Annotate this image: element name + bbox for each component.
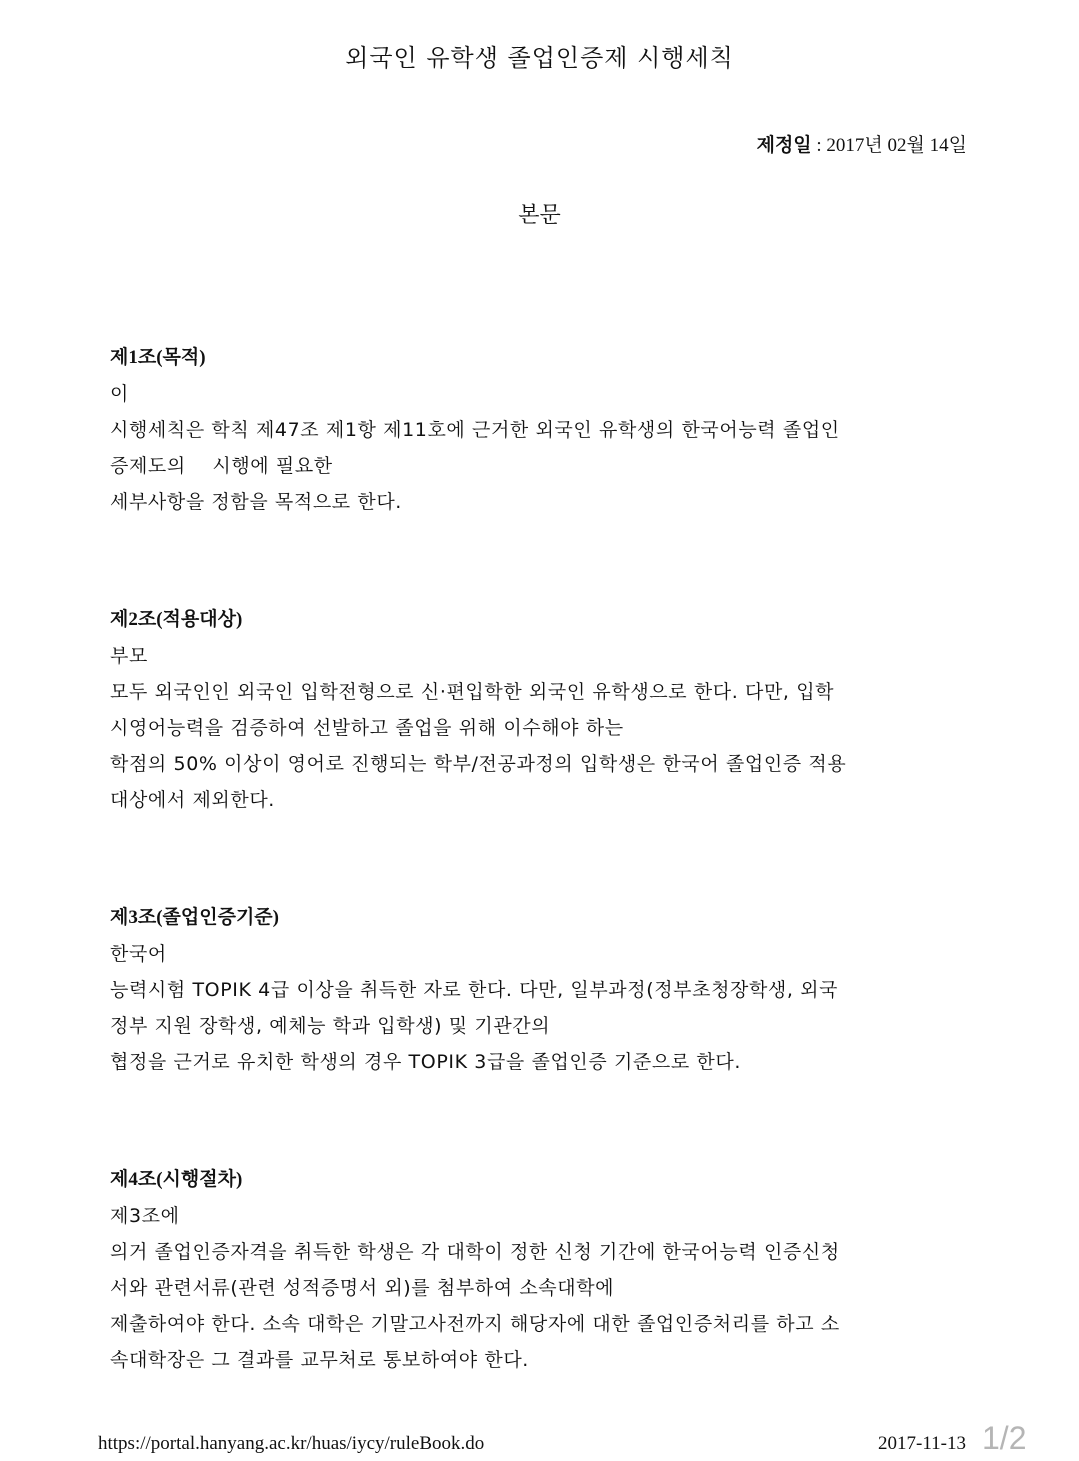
article-line: 학점의 50% 이상이 영어로 진행되는 학부/전공과정의 입학생은 한국어 졸업인증 적용 — [110, 753, 847, 775]
document-title: 외국인 유학생 졸업인증제 시행세칙 — [345, 44, 734, 72]
article-line: 정부 지원 장학생, 예체능 학과 입학생) 및 기관간의 — [110, 1015, 551, 1037]
article-line: 이 — [110, 383, 129, 405]
article-line: 부모 — [110, 645, 148, 667]
article-line: 협정을 근거로 유치한 학생의 경우 TOPIK 3급을 졸업인증 기준으로 한다. — [110, 1051, 741, 1073]
article-line: 의거 졸업인증자격을 취득한 학생은 각 대학이 정한 신청 기간에 한국어능력 인증신청 — [110, 1241, 840, 1263]
section-title: 본문 — [518, 203, 561, 228]
article-line: 증제도의 시행에 필요한 — [110, 455, 333, 477]
article-line: 서와 관련서류(관련 성적증명서 외)를 첨부하여 소속대학에 — [110, 1277, 615, 1299]
articles-list — [110, 340, 970, 1460]
article-line: 능력시험 TOPIK 4급 이상을 취득한 자로 한다. 다만, 일부과정(정부초청장학생, 외국 — [110, 979, 839, 1001]
article-heading: 제2조(적용대상) — [110, 609, 243, 630]
enactment-date — [757, 130, 967, 157]
footer-url: https://portal.hanyang.ac.kr/huas/iycy/ruleBook.do — [98, 1433, 485, 1454]
enactment-date-label: 제정일 — [756, 134, 812, 156]
footer-date: 2017-11-13 — [878, 1433, 966, 1454]
article-line: 대상에서 제외한다. — [110, 789, 275, 811]
article-4 — [110, 1162, 970, 1378]
article-2 — [110, 602, 970, 818]
article-line: 세부사항을 정함을 목적으로 한다. — [110, 491, 402, 513]
article-line: 모두 외국인인 외국인 입학전형으로 신·편입학한 외국인 유학생으로 한다. 다만, 입학 — [110, 681, 835, 703]
article-line: 제출하여야 한다. 소속 대학은 기말고사전까지 해당자에 대한 졸업인증처리를 하고 소 — [110, 1313, 840, 1335]
article-line: 시영어능력을 검증하여 선발하고 졸업을 위해 이수해야 하는 — [110, 717, 624, 739]
article-1 — [110, 340, 970, 520]
article-line: 제3조에 — [110, 1205, 180, 1227]
article-3 — [110, 900, 970, 1080]
article-line: 속대학장은 그 결과를 교무처로 통보하여야 한다. — [110, 1349, 529, 1371]
article-line: 한국어 — [110, 943, 167, 965]
page-number: 1/2 — [982, 1420, 1027, 1456]
enactment-date-value: : 2017년 02월 14일 — [811, 135, 967, 156]
article-heading: 제3조(졸업인증기준) — [110, 907, 279, 928]
article-heading: 제4조(시행절차) — [110, 1169, 243, 1190]
article-heading: 제1조(목적) — [110, 347, 206, 368]
article-line: 시행세칙은 학칙 제47조 제1항 제11호에 근거한 외국인 유학생의 한국어능력 졸업인 — [110, 419, 840, 441]
